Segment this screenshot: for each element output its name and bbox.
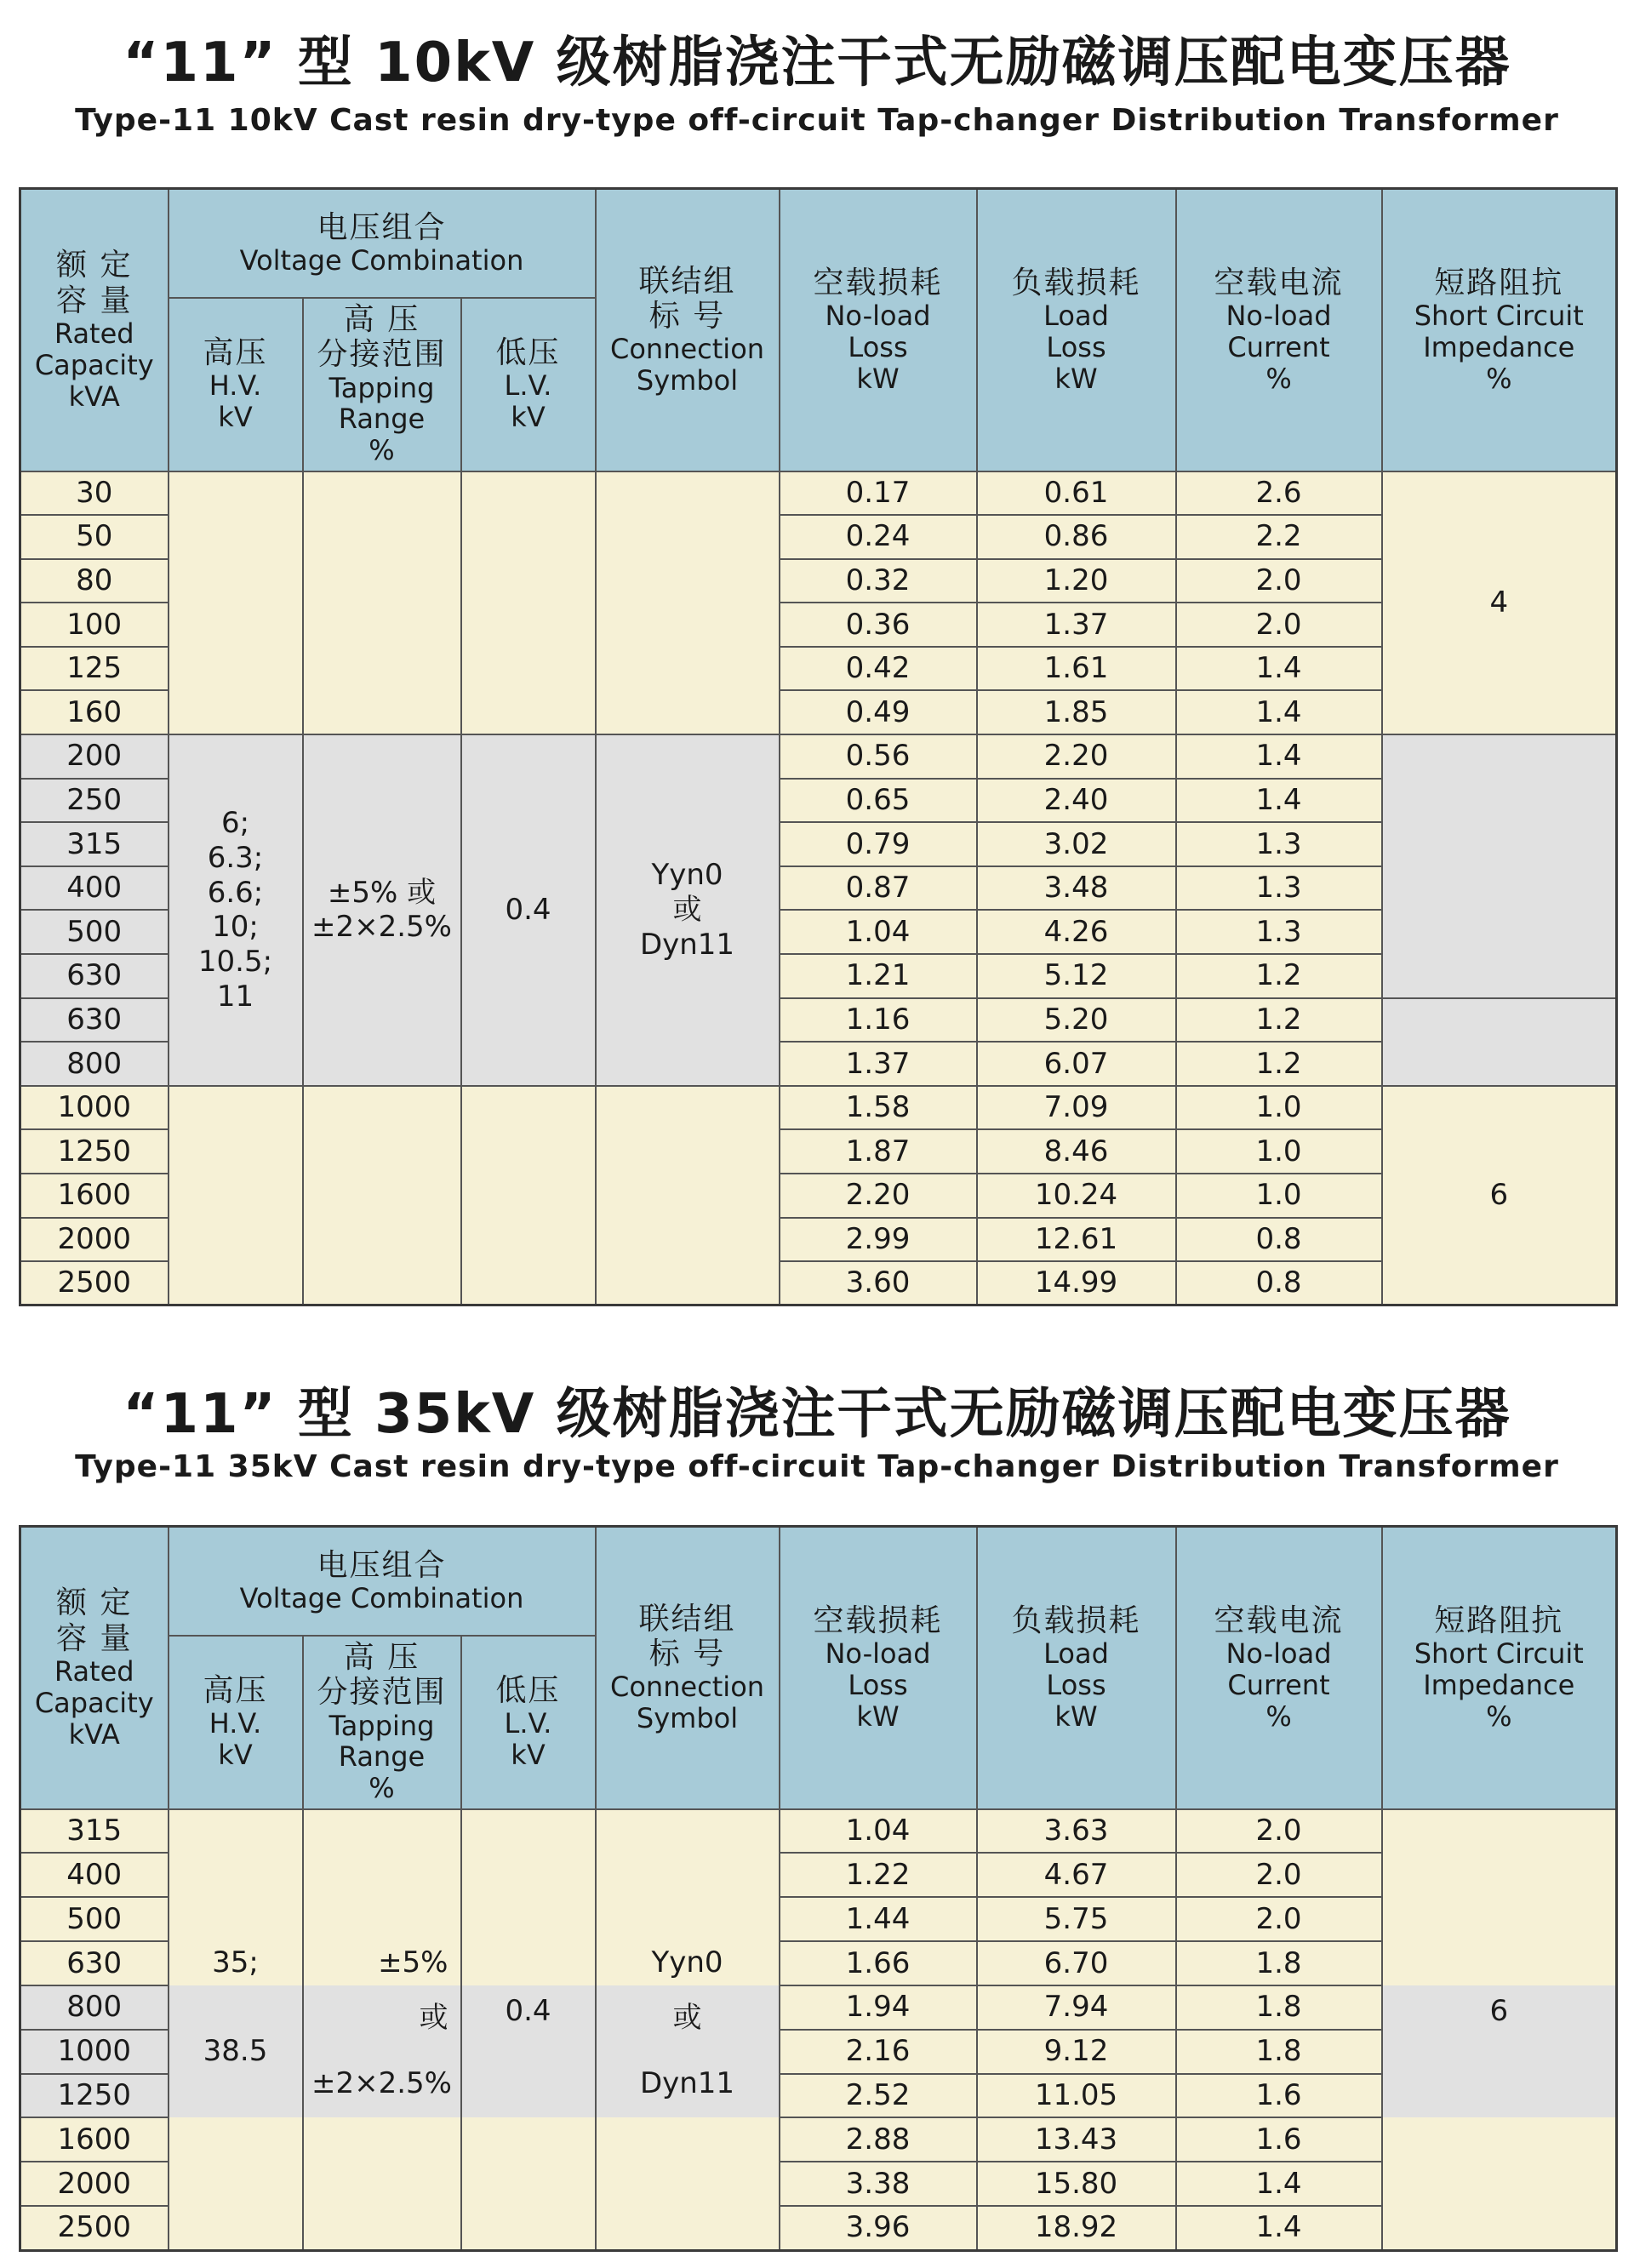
noload-current-cell: 1.6	[1176, 2117, 1382, 2162]
load-loss-cell: 12.61	[977, 1218, 1176, 1262]
rated-capacity-cell: 160	[20, 690, 169, 734]
rated-capacity-cell: 1600	[20, 1174, 169, 1218]
noload-current-cell: 1.8	[1176, 1941, 1382, 1985]
rated-capacity-cell: 2500	[20, 1261, 169, 1305]
rated-capacity-cell: 2000	[20, 1218, 169, 1262]
rated-capacity-cell: 630	[20, 998, 169, 1043]
noload-current-cell: 1.4	[1176, 647, 1382, 691]
noload-loss-cell: 1.66	[780, 1941, 977, 1985]
noload-current-cell: 1.4	[1176, 779, 1382, 823]
hv-blank	[169, 2117, 302, 2249]
hv-cell-blank	[169, 1086, 303, 1305]
connection-cell	[596, 1809, 780, 2251]
noload-current-cell: 1.3	[1176, 822, 1382, 866]
lv-blank-bottom	[462, 2117, 595, 2249]
rated-capacity-cell: 315	[20, 822, 169, 866]
connection-value-1: Yyn0	[597, 1810, 779, 1985]
header-load-loss: 负载损耗 Load Loss kW	[977, 1527, 1176, 1809]
spec-table-10kv	[19, 187, 1618, 1306]
load-loss-cell: 1.85	[977, 690, 1176, 734]
noload-loss-cell: 2.16	[780, 2030, 977, 2074]
header-rated-capacity: 额 定 容 量 Rated Capacity kVA	[20, 1527, 169, 1809]
header-voltage-combination: 电压组合 Voltage Combination	[169, 1527, 596, 1636]
table-row	[20, 1086, 1617, 1130]
load-loss-cell: 9.12	[977, 2030, 1176, 2074]
title-10kv-cn: “11” 型 10kV 级树脂浇注干式无励磁调压配电变压器	[123, 31, 1511, 94]
table-row	[20, 1809, 1617, 1854]
noload-current-cell: 1.2	[1176, 1042, 1382, 1086]
tapping-value-2: 或	[419, 2000, 448, 2035]
impedance-cell: 6	[1382, 1086, 1617, 1305]
connection-blank	[597, 2117, 779, 2249]
lv-cell	[461, 1809, 596, 2251]
lv-cell-blank	[461, 1086, 596, 1305]
load-loss-cell: 8.46	[977, 1129, 1176, 1174]
load-loss-cell: 0.86	[977, 515, 1176, 559]
rated-capacity-cell: 30	[20, 471, 169, 516]
impedance-value: 6	[1383, 1985, 1616, 2117]
load-loss-cell: 1.20	[977, 559, 1176, 603]
noload-loss-cell: 2.99	[780, 1218, 977, 1262]
noload-current-cell: 1.8	[1176, 1985, 1382, 2030]
title-35kv-cn: “11” 型 35kV 级树脂浇注干式无励磁调压配电变压器	[123, 1383, 1511, 1446]
load-loss-cell: 10.24	[977, 1174, 1176, 1218]
tapping-cell-blank	[303, 1086, 461, 1305]
noload-current-cell: 1.4	[1176, 2162, 1382, 2206]
load-loss-cell: 2.40	[977, 779, 1176, 823]
tapping-cell	[303, 1809, 461, 2251]
table-row	[20, 734, 1617, 779]
connection-grey-block	[597, 1985, 779, 2117]
noload-loss-cell: 1.16	[780, 998, 977, 1043]
load-loss-cell: 0.61	[977, 471, 1176, 516]
rated-capacity-cell: 125	[20, 647, 169, 691]
noload-loss-cell: 1.21	[780, 954, 977, 998]
header-noload-loss: 空载损耗 No-load Loss kW	[780, 1527, 977, 1809]
rated-capacity-cell: 800	[20, 1042, 169, 1086]
hv-cell: 6; 6.3; 6.6; 10; 10.5; 11	[169, 734, 303, 1086]
noload-loss-cell: 0.42	[780, 647, 977, 691]
rated-capacity-cell: 2000	[20, 2162, 169, 2206]
load-loss-cell: 7.09	[977, 1086, 1176, 1130]
tapping-value-1: ±5%	[304, 1810, 460, 1985]
connection-cell-blank	[596, 1086, 780, 1305]
impedance-cell-blank	[1382, 734, 1617, 998]
header-connection-symbol: 联结组 标 号 Connection Symbol	[596, 1527, 780, 1809]
header-impedance: 短路阻抗 Short Circuit Impedance %	[1382, 1527, 1617, 1809]
noload-loss-cell: 1.87	[780, 1129, 977, 1174]
header-voltage-combination: 电压组合 Voltage Combination	[169, 189, 596, 298]
noload-loss-cell: 1.22	[780, 1853, 977, 1897]
noload-current-cell: 1.2	[1176, 998, 1382, 1043]
load-loss-cell: 6.07	[977, 1042, 1176, 1086]
rated-capacity-cell: 400	[20, 1853, 169, 1897]
rated-capacity-cell: 630	[20, 1941, 169, 1985]
noload-current-cell: 0.8	[1176, 1218, 1382, 1262]
noload-loss-cell: 0.17	[780, 471, 977, 516]
load-loss-cell: 15.80	[977, 2162, 1176, 2206]
table-row	[20, 471, 1617, 516]
impedance-cell	[1382, 1809, 1617, 2251]
rated-capacity-cell: 1600	[20, 2117, 169, 2162]
noload-current-cell: 2.0	[1176, 559, 1382, 603]
hv-value-1: 35;	[169, 1810, 302, 1985]
connection-value-2: Dyn11	[639, 2066, 735, 2101]
header-noload-current: 空载电流 No-load Current %	[1176, 189, 1382, 471]
noload-current-cell: 2.0	[1176, 1809, 1382, 1854]
load-loss-cell: 4.67	[977, 1853, 1176, 1897]
noload-loss-cell: 2.52	[780, 2074, 977, 2118]
rated-capacity-cell: 1000	[20, 2030, 169, 2074]
noload-loss-cell: 1.04	[780, 1809, 977, 1854]
noload-current-cell: 1.4	[1176, 690, 1382, 734]
tapping-cell: ±5% 或 ±2×2.5%	[303, 734, 461, 1086]
rated-capacity-cell: 500	[20, 910, 169, 954]
load-loss-cell: 3.02	[977, 822, 1176, 866]
rated-capacity-cell: 80	[20, 559, 169, 603]
rated-capacity-cell: 400	[20, 866, 169, 911]
noload-current-cell: 1.2	[1176, 954, 1382, 998]
rated-capacity-cell: 800	[20, 1985, 169, 2030]
noload-loss-cell: 2.88	[780, 2117, 977, 2162]
noload-current-cell: 1.4	[1176, 734, 1382, 779]
load-loss-cell: 6.70	[977, 1941, 1176, 1985]
noload-current-cell: 2.6	[1176, 471, 1382, 516]
load-loss-cell: 5.75	[977, 1897, 1176, 1941]
header-lv: 低压 L.V. kV	[461, 298, 596, 471]
tapping-blank	[304, 2117, 460, 2249]
noload-current-cell: 1.0	[1176, 1174, 1382, 1218]
noload-current-cell: 1.0	[1176, 1129, 1382, 1174]
noload-current-cell: 2.0	[1176, 1897, 1382, 1941]
rated-capacity-cell: 50	[20, 515, 169, 559]
noload-loss-cell: 2.20	[780, 1174, 977, 1218]
tapping-value-3: ±2×2.5%	[311, 2066, 452, 2101]
load-loss-cell: 1.37	[977, 603, 1176, 647]
noload-current-cell: 2.0	[1176, 1853, 1382, 1897]
impedance-cell: 4	[1382, 471, 1617, 735]
lv-cell-blank	[461, 471, 596, 735]
rated-capacity-cell: 1250	[20, 1129, 169, 1174]
impedance-blank-bottom	[1383, 2117, 1616, 2249]
noload-loss-cell: 0.56	[780, 734, 977, 779]
noload-loss-cell: 3.38	[780, 2162, 977, 2206]
connection-cell-blank	[596, 471, 780, 735]
lv-cell: 0.4	[461, 734, 596, 1086]
connection-or: 或	[672, 2000, 702, 2035]
header-lv: 低压 L.V. kV	[461, 1636, 596, 1809]
noload-loss-cell: 3.60	[780, 1261, 977, 1305]
load-loss-cell: 4.26	[977, 910, 1176, 954]
rated-capacity-cell: 200	[20, 734, 169, 779]
rated-capacity-cell: 630	[20, 954, 169, 998]
noload-loss-cell: 0.32	[780, 559, 977, 603]
load-loss-cell: 3.48	[977, 866, 1176, 911]
load-loss-cell: 11.05	[977, 2074, 1176, 2118]
noload-loss-cell: 1.94	[780, 1985, 977, 2030]
tapping-grey-block	[304, 1985, 460, 2117]
header-noload-loss: 空载损耗 No-load Loss kW	[780, 189, 977, 471]
noload-current-cell: 1.3	[1176, 910, 1382, 954]
noload-current-cell: 2.2	[1176, 515, 1382, 559]
noload-loss-cell: 0.65	[780, 779, 977, 823]
header-hv: 高压 H.V. kV	[169, 1636, 303, 1809]
noload-current-cell: 1.4	[1176, 2206, 1382, 2250]
header-noload-current: 空载电流 No-load Current %	[1176, 1527, 1382, 1809]
noload-loss-cell: 0.24	[780, 515, 977, 559]
rated-capacity-cell: 100	[20, 603, 169, 647]
header-tapping-range: 高 压 分接范围 Tapping Range %	[303, 1636, 461, 1809]
impedance-blank-top	[1383, 1810, 1616, 1985]
load-loss-cell: 2.20	[977, 734, 1176, 779]
rated-capacity-cell: 2500	[20, 2206, 169, 2250]
rated-capacity-cell: 250	[20, 779, 169, 823]
noload-current-cell: 1.3	[1176, 866, 1382, 911]
load-loss-cell: 13.43	[977, 2117, 1176, 2162]
rated-capacity-cell: 1000	[20, 1086, 169, 1130]
title-35kv-en: Type-11 35kV Cast resin dry-type off-circuit Tap-changer Distribution Transformer	[75, 1449, 1559, 1484]
hv-value-2: 38.5	[169, 1985, 302, 2117]
noload-loss-cell: 1.37	[780, 1042, 977, 1086]
noload-current-cell: 0.8	[1176, 1261, 1382, 1305]
noload-loss-cell: 1.04	[780, 910, 977, 954]
noload-loss-cell: 0.36	[780, 603, 977, 647]
load-loss-cell: 18.92	[977, 2206, 1176, 2250]
spec-table-35kv	[19, 1525, 1618, 2252]
noload-current-cell: 2.0	[1176, 603, 1382, 647]
noload-loss-cell: 0.79	[780, 822, 977, 866]
header-rated-capacity: 额 定 容 量 Rated Capacity kVA	[20, 189, 169, 471]
header-impedance: 短路阻抗 Short Circuit Impedance %	[1382, 189, 1617, 471]
header-connection-symbol: 联结组 标 号 Connection Symbol	[596, 189, 780, 471]
load-loss-cell: 7.94	[977, 1985, 1176, 2030]
noload-loss-cell: 1.44	[780, 1897, 977, 1941]
load-loss-cell: 14.99	[977, 1261, 1176, 1305]
impedance-cell-blank	[1382, 998, 1617, 1086]
title-10kv-en: Type-11 10kV Cast resin dry-type off-circuit Tap-changer Distribution Transformer	[75, 103, 1559, 138]
noload-loss-cell: 0.49	[780, 690, 977, 734]
load-loss-cell: 5.12	[977, 954, 1176, 998]
rated-capacity-cell: 500	[20, 1897, 169, 1941]
load-loss-cell: 5.20	[977, 998, 1176, 1043]
lv-value: 0.4	[462, 1985, 595, 2117]
noload-loss-cell: 3.96	[780, 2206, 977, 2250]
load-loss-cell: 3.63	[977, 1809, 1176, 1854]
tapping-cell-blank	[303, 471, 461, 735]
load-loss-cell: 1.61	[977, 647, 1176, 691]
hv-cell-blank	[169, 471, 303, 735]
noload-current-cell: 1.6	[1176, 2074, 1382, 2118]
noload-loss-cell: 1.58	[780, 1086, 977, 1130]
header-hv: 高压 H.V. kV	[169, 298, 303, 471]
header-load-loss: 负载损耗 Load Loss kW	[977, 189, 1176, 471]
noload-loss-cell: 0.87	[780, 866, 977, 911]
header-tapping-range: 高 压 分接范围 Tapping Range %	[303, 298, 461, 471]
rated-capacity-cell: 315	[20, 1809, 169, 1854]
rated-capacity-cell: 1250	[20, 2074, 169, 2118]
lv-blank-top	[462, 1810, 595, 1985]
noload-current-cell: 1.0	[1176, 1086, 1382, 1130]
noload-current-cell: 1.8	[1176, 2030, 1382, 2074]
connection-cell: Yyn0 或 Dyn11	[596, 734, 780, 1086]
hv-cell	[169, 1809, 303, 2251]
